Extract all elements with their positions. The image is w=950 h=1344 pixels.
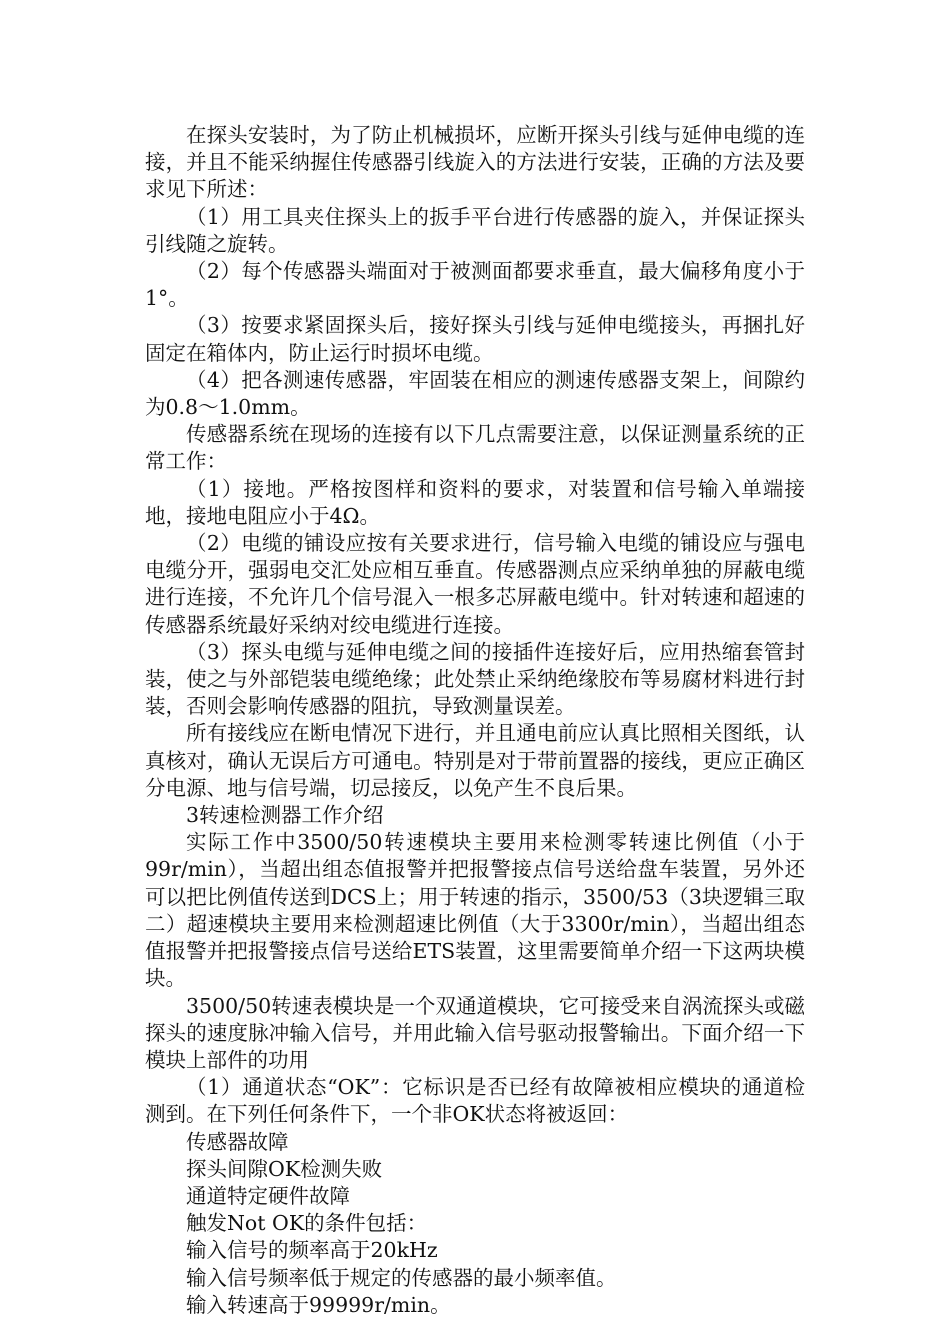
list-item-gap-check: 探头间隙OK检测失败 xyxy=(186,1156,383,1181)
paragraph-channel-ok: （1）通道状态“OK”：它标识是否已经有故障被相应模块的通道检测到。在下列任何条件下，一个非OK状态将被返回： xyxy=(145,1075,805,1127)
paragraph-connection-notes: 传感器系统在现场的连接有以下几点需要注意，以保证测量系统的正常工作： xyxy=(145,422,805,474)
paragraph-module-overview: 实际工作中3500/50转速模块主要用来检测零转速比例值（小于99r/min），当超出组态值报警并把报警接点信号送给盘车装置，另外还可以把比例值传送到DCS上；用于转速的指示，3500/53（3块逻辑三取二）超速模块主要用来检测超速比例值（大于3300r/min），当超出组态值报警并把报警接点信号送给ETS装置，这里需要简单介绍一下这两块模块。 xyxy=(145,830,805,991)
list-item-sensor-fault: 传感器故障 xyxy=(186,1129,289,1154)
list-item-hardware-fault: 通道特定硬件故障 xyxy=(186,1183,350,1208)
document-page xyxy=(145,122,805,1319)
paragraph-probe-install: 在探头安装时，为了防止机械损坏，应断开探头引线与延伸电缆的连接，并且不能采纳握住传感器引线旋入的方法进行安装，正确的方法及要求见下所述： xyxy=(145,123,805,202)
paragraph-connector-sealing: （3）探头电缆与延伸电缆之间的接插件连接好后，应用热缩套管封装，使之与外部铠装电缆绝缘；此处禁止采纳绝缘胶布等易腐材料进行封装，否则会影响传感器的阻抗，导致测量误差。 xyxy=(145,639,805,719)
paragraph-step-2: （2）每个传感器头端面对于被测面都要求垂直，最大偏移角度小于1°。 xyxy=(145,259,805,311)
paragraph-step-1: （1）用工具夹住探头上的扳手平台进行传感器的旋入，并保证探头引线随之旋转。 xyxy=(145,204,805,256)
paragraph-grounding: （1）接地。严格按图样和资料的要求，对装置和信号输入单端接地，接地电阻应小于4Ω。 xyxy=(145,476,805,528)
section-heading-speed-detector: 3转速检测器工作介绍 xyxy=(186,803,384,828)
paragraph-wiring-safety: 所有接线应在断电情况下进行，并且通电前应认真比照相关图纸，认真核对，确认无误后方可通电。特别是对于带前置器的接线，更应正确区分电源、地与信号端，切忌接反，以免产生不良后果。 xyxy=(145,721,805,800)
list-item-speed-high: 输入转速高于99999r/min。 xyxy=(186,1292,451,1317)
list-heading-not-ok: 触发Not OK的条件包括： xyxy=(186,1211,428,1236)
paragraph-cabling: （2）电缆的铺设应按有关要求进行，信号输入电缆的铺设应与强电电缆分开，强弱电交汇处应相互垂直。传感器测点应采纳单独的屏蔽电缆进行连接，不允许几个信号混入一根多芯屏蔽电缆中。针对转速和超速的传感器系统最好采纳对绞电缆进行连接。 xyxy=(145,531,805,637)
paragraph-tachometer-module: 3500/50转速表模块是一个双通道模块，它可接受来自涡流探头或磁探头的速度脉冲输入信号，并用此输入信号驱动报警输出。下面介绍一下模块上部件的功用 xyxy=(145,993,805,1072)
paragraph-step-3: （3）按要求紧固探头后，接好探头引线与延伸电缆接头，再捆扎好固定在箱体内，防止运行时损坏电缆。 xyxy=(145,313,805,365)
list-item-freq-low: 输入信号频率低于规定的传感器的最小频率值。 xyxy=(186,1265,617,1290)
list-item-freq-high: 输入信号的频率高于20kHz xyxy=(186,1238,438,1263)
paragraph-step-4: （4）把各测速传感器，牢固装在相应的测速传感器支架上，间隙约为0.8～1.0mm。 xyxy=(145,367,805,420)
